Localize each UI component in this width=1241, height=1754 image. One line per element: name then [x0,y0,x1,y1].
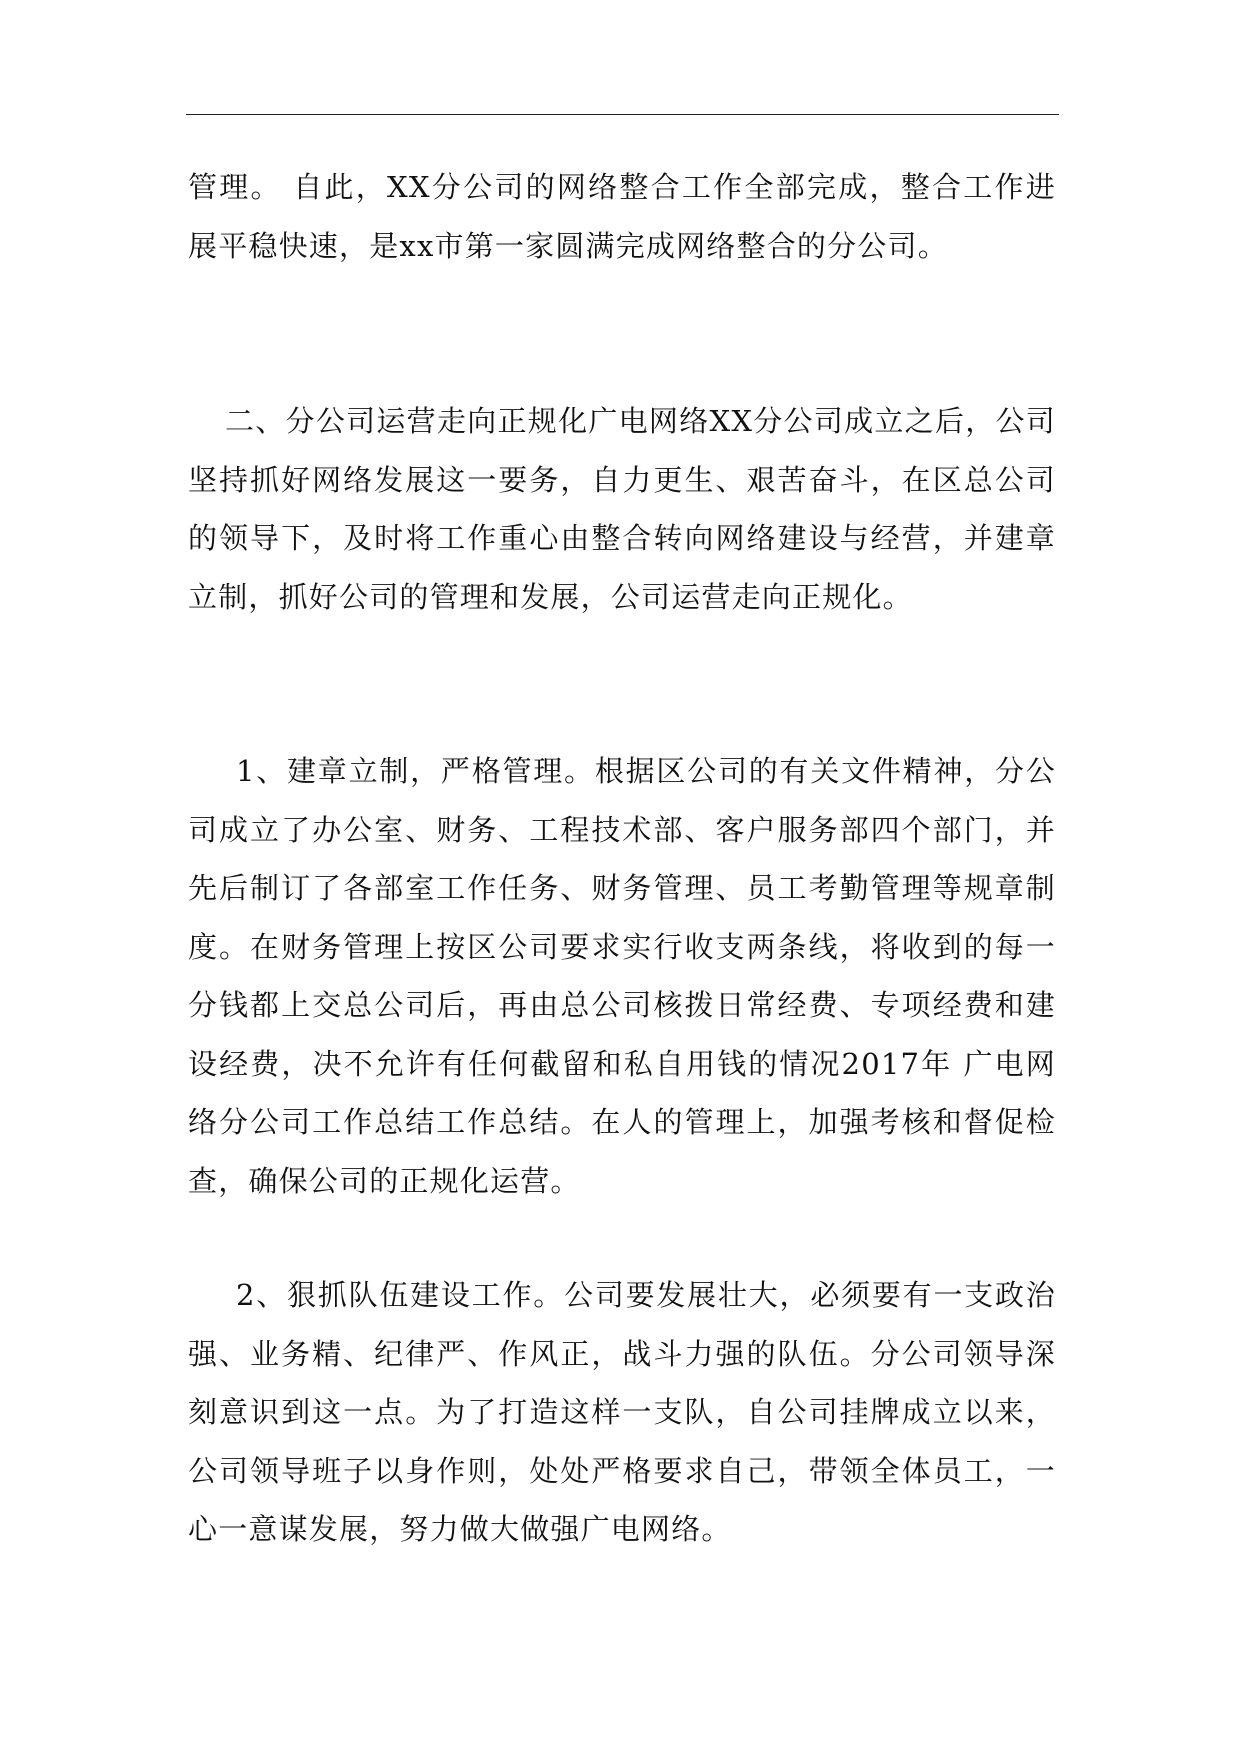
paragraph-intro: 管理。 自此，XX分公司的网络整合工作全部完成，整合工作进展平稳快速，是xx市第一家圆满完成网络整合的分公司。 [188,170,1056,263]
paragraph-section-2: 二、分公司运营走向正规化广电网络XX分公司成立之后，公司坚持抓好网络发展这一要务，自力更生、艰苦奋斗，在区总公司的领导下，及时将工作重心由整合转向网络建设与经营，并建章立制，抓好公司的管理和发展，公司运营走向正规化。 [188,404,1056,614]
paragraph-item-1: 1、建章立制，严格管理。根据区公司的有关文件精神，分公司成立了办公室、财务、工程技术部、客户服务部四个部门，并先后制订了各部室工作任务、财务管理、员工考勤管理等规章制度。在财务管理上按区公司要求实行收支两条线，将收到的每一分钱都上交总公司后，再由总公司核拨日常经费、专项经费和建设经费，决不允许有任何截留和私自用钱的情况2017年 广电网络分公司工作总结工作总结。在人的管理上，加强考核和督促检查，确保公司的正规化运营。 [188,754,1056,1198]
header-rule [186,114,1059,115]
paragraph-item-2: 2、狠抓队伍建设工作。公司要发展壮大，必须要有一支政治强、业务精、纪律严、作风正，战斗力强的队伍。分公司领导深刻意识到这一点。为了打造这样一支队，自公司挂牌成立以来，公司领导班子以身作则，处处严格要求自己，带领全体员工，一心一意谋发展，努力做大做强广电网络。 [188,1278,1056,1546]
